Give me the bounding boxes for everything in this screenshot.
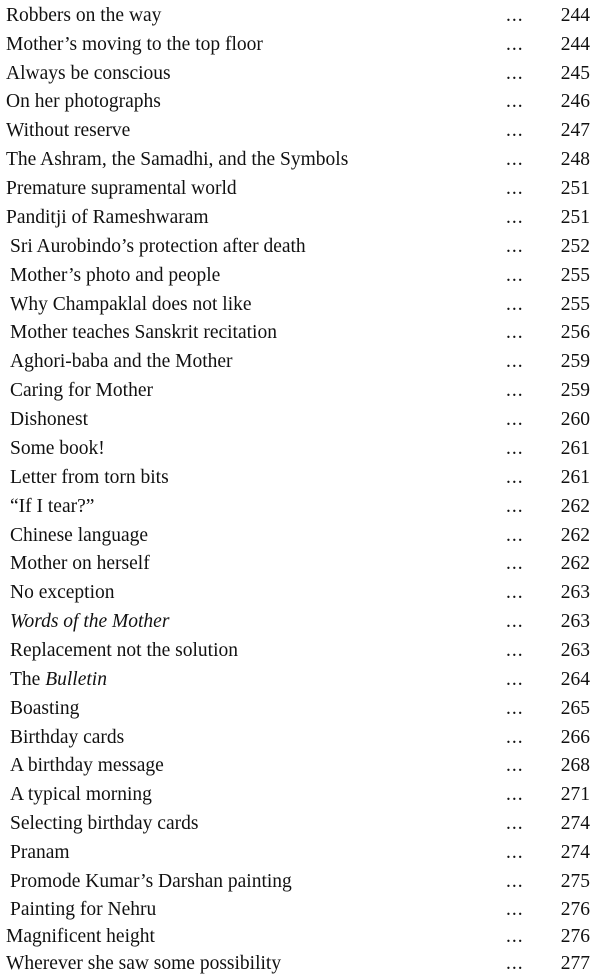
toc-entry-title: Selecting birthday cards <box>10 813 199 834</box>
toc-page-number: 247 <box>560 120 590 141</box>
toc-entry <box>0 723 600 752</box>
toc-page-number: 252 <box>560 236 590 257</box>
toc-page-number: 264 <box>560 669 590 690</box>
toc-entry <box>0 838 600 867</box>
toc-leader-dots: ... <box>506 178 524 199</box>
toc-entry <box>0 30 600 59</box>
toc-page-number: 259 <box>560 351 590 372</box>
toc-entry <box>0 636 600 665</box>
toc-entry <box>0 145 600 174</box>
toc-page-number: 251 <box>560 207 590 228</box>
toc-entry-title: Premature supramental world <box>6 178 237 199</box>
toc-leader-dots: ... <box>506 842 524 863</box>
toc-entry-title: Chinese language <box>10 525 149 546</box>
toc-entry <box>0 347 600 376</box>
toc-leader-dots: ... <box>506 640 524 661</box>
toc-page-number: 265 <box>560 698 590 719</box>
toc-page-number: 244 <box>560 34 590 55</box>
toc-entry-title: Mother on herself <box>10 553 150 574</box>
toc-entry <box>0 87 600 116</box>
toc-entry <box>0 1 600 30</box>
toc-page-number: 262 <box>560 525 590 546</box>
toc-entry-title: Caring for Mother <box>10 380 153 401</box>
toc-leader-dots: ... <box>506 322 524 343</box>
toc-entry-title: Always be conscious <box>6 63 171 84</box>
toc-entry <box>0 232 600 261</box>
toc-entry <box>0 895 600 924</box>
toc-leader-dots: ... <box>506 149 524 170</box>
toc-entry-title: Why Champaklal does not like <box>10 294 252 315</box>
toc-page-number: 263 <box>560 582 590 603</box>
toc-page-number: 245 <box>560 63 590 84</box>
toc-entry <box>0 809 600 838</box>
toc-entry <box>0 203 600 232</box>
toc-page-number: 266 <box>560 727 590 748</box>
toc-entry-title: Some book! <box>10 438 105 459</box>
toc-leader-dots: ... <box>506 727 524 748</box>
toc-entry <box>0 780 600 809</box>
toc-page-number: 263 <box>560 611 590 632</box>
toc-entry-title-italic: Bulletin <box>45 669 107 690</box>
toc-entry-title: Mother’s moving to the top floor <box>6 34 263 55</box>
toc-page-number: 256 <box>560 322 590 343</box>
toc-entry-title: Magnificent height <box>6 926 155 947</box>
toc-entry-title: “If I tear?” <box>10 496 95 517</box>
toc-entry <box>0 751 600 780</box>
toc-entry-title: Painting for Nehru <box>10 899 157 920</box>
toc-entry <box>0 949 600 978</box>
toc-page-number: 260 <box>560 409 590 430</box>
toc-leader-dots: ... <box>506 871 524 892</box>
toc-page-number: 259 <box>560 380 590 401</box>
toc-leader-dots: ... <box>506 899 524 920</box>
toc-entry-title: Birthday cards <box>10 727 125 748</box>
toc-page-number: 268 <box>560 755 590 776</box>
toc-entry-title: A birthday message <box>10 755 164 776</box>
toc-leader-dots: ... <box>506 63 524 84</box>
toc-leader-dots: ... <box>506 953 524 974</box>
toc-leader-dots: ... <box>506 611 524 632</box>
toc-page-number: 262 <box>560 553 590 574</box>
toc-leader-dots: ... <box>506 5 524 26</box>
toc-entry-title: Wherever she saw some possibility <box>6 953 282 974</box>
toc-leader-dots: ... <box>506 265 524 286</box>
toc-entry-title: On her photographs <box>6 91 161 112</box>
toc-entry <box>0 463 600 492</box>
toc-page-number: 255 <box>560 294 590 315</box>
toc-entry-title: Sri Aurobindo’s protection after death <box>10 236 306 257</box>
toc-entry <box>0 694 600 723</box>
toc-entry <box>0 549 600 578</box>
toc-entry-title: Boasting <box>10 698 80 719</box>
toc-leader-dots: ... <box>506 669 524 690</box>
toc-entry-title: Panditji of Rameshwaram <box>6 207 209 228</box>
toc-entry-title: Promode Kumar’s Darshan painting <box>10 871 292 892</box>
toc-page-number: 261 <box>560 467 590 488</box>
toc-page-number: 262 <box>560 496 590 517</box>
toc-leader-dots: ... <box>506 582 524 603</box>
toc-entry <box>0 607 600 636</box>
toc-page-number: 277 <box>560 953 590 974</box>
toc-leader-dots: ... <box>506 351 524 372</box>
toc-entry <box>0 434 600 463</box>
toc-entry-title: Pranam <box>10 842 70 863</box>
toc-entry-title: No exception <box>10 582 115 603</box>
toc-leader-dots: ... <box>506 438 524 459</box>
toc-leader-dots: ... <box>506 120 524 141</box>
toc-page-number: 271 <box>560 784 590 805</box>
toc-entry <box>0 665 600 694</box>
toc-entry <box>0 174 600 203</box>
toc-leader-dots: ... <box>506 926 524 947</box>
toc-leader-dots: ... <box>506 380 524 401</box>
toc-entry <box>0 116 600 145</box>
toc-entry <box>0 290 600 319</box>
toc-leader-dots: ... <box>506 553 524 574</box>
toc-leader-dots: ... <box>506 207 524 228</box>
toc-page-number: 246 <box>560 91 590 112</box>
toc-entry-title: Mother teaches Sanskrit recitation <box>10 322 277 343</box>
toc-entry-title: Without reserve <box>6 120 131 141</box>
toc-entry-title: Aghori-baba and the Mother <box>10 351 233 372</box>
toc-entry <box>0 867 600 896</box>
toc-entry-title: Mother’s photo and people <box>10 265 221 286</box>
toc-leader-dots: ... <box>506 236 524 257</box>
toc-entry-title: Letter from torn bits <box>10 467 169 488</box>
toc-leader-dots: ... <box>506 409 524 430</box>
toc-leader-dots: ... <box>506 813 524 834</box>
toc-entry <box>0 59 600 88</box>
toc-entry <box>0 318 600 347</box>
toc-entry-title: Dishonest <box>10 409 88 430</box>
toc-page-number: 276 <box>560 899 590 920</box>
toc-page-number: 261 <box>560 438 590 459</box>
toc-entry <box>0 922 600 951</box>
toc-page-number: 244 <box>560 5 590 26</box>
toc-page-number: 274 <box>560 842 590 863</box>
toc-entry-title: Replacement not the solution <box>10 640 238 661</box>
toc-page-number: 276 <box>560 926 590 947</box>
toc-entry-title <box>10 665 107 694</box>
toc-entry <box>0 578 600 607</box>
toc-entry-title: A typical morning <box>10 784 152 805</box>
toc-page-number: 251 <box>560 178 590 199</box>
toc-page-number: 274 <box>560 813 590 834</box>
toc-page-number: 275 <box>560 871 590 892</box>
toc-leader-dots: ... <box>506 784 524 805</box>
toc-leader-dots: ... <box>506 34 524 55</box>
toc-leader-dots: ... <box>506 698 524 719</box>
toc-page-number: 255 <box>560 265 590 286</box>
toc-entry <box>0 261 600 290</box>
toc-entry-title-prefix: The <box>10 669 46 690</box>
toc-leader-dots: ... <box>506 525 524 546</box>
toc-entry <box>0 492 600 521</box>
toc-page-number: 248 <box>560 149 590 170</box>
toc-entry-title: The Ashram, the Samadhi, and the Symbols <box>6 149 349 170</box>
toc-leader-dots: ... <box>506 755 524 776</box>
toc-leader-dots: ... <box>506 496 524 517</box>
toc-entry <box>0 405 600 434</box>
toc-entry <box>0 376 600 405</box>
toc-leader-dots: ... <box>506 294 524 315</box>
toc-entry-title: Robbers on the way <box>6 5 162 26</box>
toc-entry <box>0 521 600 550</box>
toc-leader-dots: ... <box>506 467 524 488</box>
toc-page-number: 263 <box>560 640 590 661</box>
toc-entry-title: Words of the Mother <box>10 611 170 632</box>
toc-leader-dots: ... <box>506 91 524 112</box>
